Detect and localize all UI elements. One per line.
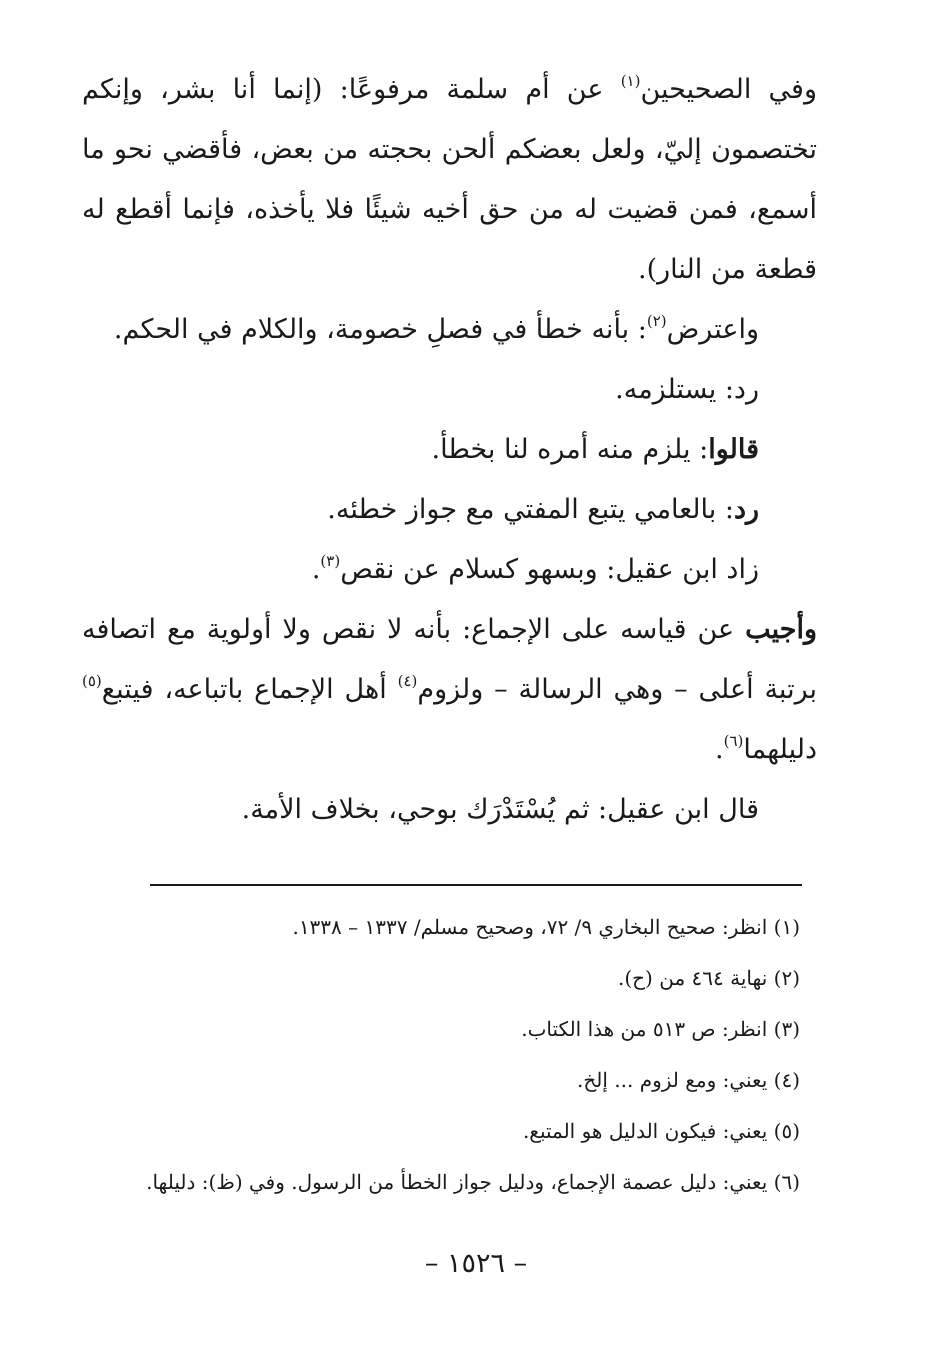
text-span: عن أم سلمة مرفوعًا: (إنما أنا بشر، وإنكم تختصمون إليّ، ولعل بعضكم ألحن بحجته من بعض، فأقضي نحو ما أسمع، فمن قضيت له من حق أخيه شيئًا فلا يأخذه، فإنما أقطع له قطعة من النار). [82, 74, 817, 285]
paragraph-ibn-aqil-addition [82, 540, 817, 600]
paragraph-reply-1: رد: يستلزمه. [615, 374, 759, 405]
footnote-ref-5[interactable]: (٥) [82, 672, 102, 690]
text-span: وفي الصحيحين [640, 74, 817, 105]
keyword-wa-ujib: وأجيب [745, 614, 817, 645]
text-span: : بأنه خطأ في فصلِ خصومة، والكلام في الحكم. [113, 314, 647, 345]
footnote-ref-6[interactable]: (٦) [723, 732, 744, 750]
text-span: دليلهما [743, 734, 817, 765]
footnote-3: (٣) انظر: ص ٥١٣ من هذا الكتاب. [521, 1017, 800, 1041]
footnote-ref-2[interactable]: (٢) [646, 312, 667, 330]
text-span: : بالعامي يتبع المفتي مع جواز خطئه. [327, 494, 734, 525]
text-span: . [715, 734, 724, 765]
text-span: واعترض [666, 314, 759, 345]
keyword-radd: رد [733, 494, 759, 525]
text-span: زاد ابن عقيل: وبسهو كسلام عن نقص [340, 554, 759, 585]
footnote-ref-3[interactable]: (٣) [320, 552, 341, 570]
footnote-5: (٥) يعني: فيكون الدليل هو المتبع. [522, 1119, 800, 1143]
keyword-qalu: قالوا [708, 434, 759, 465]
page-number: – ١٥٢٦ – [424, 1248, 528, 1279]
paragraph-hadith [82, 60, 817, 300]
text-span: عن قياسه على الإجماع: بأنه لا نقص ولا أولوية مع اتصافه برتبة أعلى – وهي الرسالة – ولزوم [82, 614, 817, 705]
footnote-1: (١) انظر: صحيح البخاري ٩/ ٧٢، وصحيح مسلم/ ١٣٣٧ – ١٣٣٨. [292, 915, 800, 939]
text-span: : يلزم منه أمره لنا بخطأ. [431, 434, 709, 465]
text-span: أهل الإجماع باتباعه، فيتبع [101, 674, 398, 705]
footnote-ref-1[interactable]: (١) [620, 72, 641, 90]
paragraph-ibn-aqil-said: قال ابن عقيل: ثم يُسْتَدْرَك بوحي، بخلاف الأمة. [241, 794, 759, 825]
paragraph-objection [82, 300, 817, 360]
footnote-separator [150, 884, 802, 886]
paragraph-reply-2 [82, 480, 817, 540]
footnote-ref-4[interactable]: (٤) [397, 672, 418, 690]
main-text [82, 60, 817, 840]
footnote-2: (٢) نهاية ٤٦٤ من (ح). [617, 966, 800, 990]
footnote-6: (٦) يعني: دليل عصمة الإجماع، ودليل جواز الخطأ من الرسول. وفي (ظ): دليلها. [146, 1170, 800, 1194]
paragraph-they-said [82, 420, 817, 480]
footnotes-section [100, 902, 800, 1208]
paragraph-answer [82, 600, 817, 780]
footnote-4: (٤) يعني: ومع لزوم ... إلخ. [577, 1068, 800, 1092]
text-span: . [311, 554, 321, 585]
